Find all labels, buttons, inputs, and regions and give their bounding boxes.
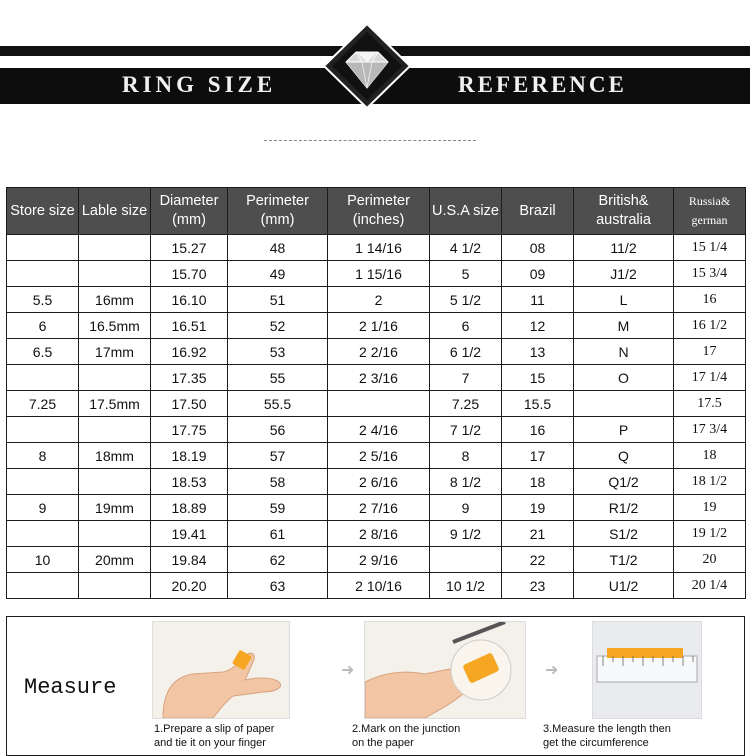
step2-caption-line2: on the paper <box>352 737 414 749</box>
table-row <box>7 417 746 443</box>
table-cell: 17.50 <box>151 391 228 417</box>
table-row <box>7 339 746 365</box>
table-cell: 17 <box>502 443 574 469</box>
table-row <box>7 365 746 391</box>
table-cell: 09 <box>502 261 574 287</box>
table-cell: 20mm <box>79 547 151 573</box>
table-cell <box>430 547 502 573</box>
title-ring-size: RING SIZE <box>122 72 277 97</box>
table-cell: 7 1/2 <box>430 417 502 443</box>
step3-image <box>592 621 702 719</box>
table-cell <box>79 417 151 443</box>
table-cell: 8 <box>7 443 79 469</box>
table-cell: Q <box>574 443 674 469</box>
table-cell: 18.53 <box>151 469 228 495</box>
table-cell <box>7 417 79 443</box>
table-cell: 2 3/16 <box>328 365 430 391</box>
column-header: Diameter (mm) <box>151 188 228 235</box>
table-header-row <box>7 188 746 235</box>
table-cell: 19 <box>674 495 746 521</box>
table-cell: 17.75 <box>151 417 228 443</box>
table-cell: 56 <box>228 417 328 443</box>
table-cell: 10 <box>7 547 79 573</box>
table-cell: 19mm <box>79 495 151 521</box>
table-cell <box>79 261 151 287</box>
table-cell <box>79 235 151 261</box>
table-cell: 9 <box>7 495 79 521</box>
table-cell: 08 <box>502 235 574 261</box>
table-cell <box>7 469 79 495</box>
column-header: Perimeter (mm) <box>228 188 328 235</box>
table-cell: 51 <box>228 287 328 313</box>
table-cell: 15 <box>502 365 574 391</box>
table-cell: 6 1/2 <box>430 339 502 365</box>
table-cell: 52 <box>228 313 328 339</box>
step2-caption <box>352 722 460 750</box>
table-row <box>7 521 746 547</box>
table-cell: 59 <box>228 495 328 521</box>
table-row <box>7 391 746 417</box>
table-cell: 18 <box>502 469 574 495</box>
table-row <box>7 443 746 469</box>
table-cell: 21 <box>502 521 574 547</box>
table-cell: 18.89 <box>151 495 228 521</box>
table-cell: 4 1/2 <box>430 235 502 261</box>
step1-caption-line2: and tie it on your finger <box>154 737 266 749</box>
column-header: Store size <box>7 188 79 235</box>
table-cell: 63 <box>228 573 328 599</box>
table-cell: 17mm <box>79 339 151 365</box>
table-cell: 15.70 <box>151 261 228 287</box>
table-cell: 16.10 <box>151 287 228 313</box>
column-header: Lable size <box>79 188 151 235</box>
table-cell: 15.5 <box>502 391 574 417</box>
table-cell <box>574 391 674 417</box>
table-cell: R1/2 <box>574 495 674 521</box>
table-cell <box>7 261 79 287</box>
table-cell: 2 10/16 <box>328 573 430 599</box>
arrow-right-icon: ➜ <box>545 662 559 679</box>
table-cell: 6.5 <box>7 339 79 365</box>
table-cell: 11 <box>502 287 574 313</box>
table-cell: 8 <box>430 443 502 469</box>
table-row <box>7 235 746 261</box>
table-cell: 2 2/16 <box>328 339 430 365</box>
table-cell <box>79 573 151 599</box>
table-cell <box>7 235 79 261</box>
table-cell: 17 1/4 <box>674 365 746 391</box>
table-cell: 19 1/2 <box>674 521 746 547</box>
table-cell: 18 <box>674 443 746 469</box>
table-cell <box>7 573 79 599</box>
table-cell: 8 1/2 <box>430 469 502 495</box>
table-body <box>7 235 746 599</box>
table-cell: 53 <box>228 339 328 365</box>
table-cell: 15 1/4 <box>674 235 746 261</box>
table-cell: 7 <box>430 365 502 391</box>
table-cell: 7.25 <box>7 391 79 417</box>
column-header: U.S.A size <box>430 188 502 235</box>
table-cell: 18.19 <box>151 443 228 469</box>
table-cell: Q1/2 <box>574 469 674 495</box>
table-cell: 48 <box>228 235 328 261</box>
table-row <box>7 469 746 495</box>
table-row <box>7 313 746 339</box>
table-cell: 57 <box>228 443 328 469</box>
table-cell: 16 1/2 <box>674 313 746 339</box>
table-cell: 22 <box>502 547 574 573</box>
table-cell: 16.92 <box>151 339 228 365</box>
table-cell: M <box>574 313 674 339</box>
table-cell: 23 <box>502 573 574 599</box>
table-cell <box>79 469 151 495</box>
table-cell: N <box>574 339 674 365</box>
table-cell: 6 <box>7 313 79 339</box>
table-cell: 18mm <box>79 443 151 469</box>
arrow-right-icon: ➜ <box>341 662 355 679</box>
step3-caption-line1: 3.Measure the length then <box>543 723 671 735</box>
step3-caption <box>543 722 671 750</box>
table-cell: 5.5 <box>7 287 79 313</box>
table-cell: 1 14/16 <box>328 235 430 261</box>
divider-dashed <box>264 140 476 141</box>
table-row <box>7 261 746 287</box>
table-cell: U1/2 <box>574 573 674 599</box>
column-header: Perimeter (inches) <box>328 188 430 235</box>
table-cell: 55.5 <box>228 391 328 417</box>
step2-caption-line1: 2.Mark on the junction <box>352 723 461 735</box>
step1-caption <box>154 722 274 750</box>
table-cell: 19 <box>502 495 574 521</box>
title-reference: REFERENCE <box>458 72 627 97</box>
table-cell: 9 <box>430 495 502 521</box>
column-header: British& australia <box>574 188 674 235</box>
table-cell: 5 1/2 <box>430 287 502 313</box>
step2-image <box>364 621 526 719</box>
table-cell <box>7 365 79 391</box>
table-cell: 17.5 <box>674 391 746 417</box>
table-cell: 49 <box>228 261 328 287</box>
table-cell: 19.84 <box>151 547 228 573</box>
table-cell: 2 5/16 <box>328 443 430 469</box>
table-cell: 11/2 <box>574 235 674 261</box>
table-cell: 17 <box>674 339 746 365</box>
table-cell: 17 3/4 <box>674 417 746 443</box>
table-cell: O <box>574 365 674 391</box>
table-cell: 58 <box>228 469 328 495</box>
table-cell: P <box>574 417 674 443</box>
table-row <box>7 547 746 573</box>
step1-caption-line1: 1.Prepare a slip of paper <box>154 723 275 735</box>
diamond-icon <box>322 22 412 110</box>
table-cell: 20.20 <box>151 573 228 599</box>
column-header: Brazil <box>502 188 574 235</box>
header-banner <box>0 0 750 160</box>
table-row <box>7 495 746 521</box>
table-cell: 15 3/4 <box>674 261 746 287</box>
table-cell: 16 <box>502 417 574 443</box>
table-cell: 17.5mm <box>79 391 151 417</box>
table-cell <box>7 521 79 547</box>
ring-size-table <box>6 187 746 599</box>
table-cell: 16.51 <box>151 313 228 339</box>
table-cell: 13 <box>502 339 574 365</box>
table-cell: 20 1/4 <box>674 573 746 599</box>
table-cell: 55 <box>228 365 328 391</box>
table-cell <box>79 365 151 391</box>
table-cell: 16mm <box>79 287 151 313</box>
column-header: Russia& german <box>674 188 746 235</box>
table-cell: J1/2 <box>574 261 674 287</box>
table-cell: 18 1/2 <box>674 469 746 495</box>
measure-label: Measure <box>24 675 117 700</box>
table-cell: S1/2 <box>574 521 674 547</box>
table-cell: 12 <box>502 313 574 339</box>
table-cell: T1/2 <box>574 547 674 573</box>
table-cell <box>328 391 430 417</box>
table-cell: 16.5mm <box>79 313 151 339</box>
step1-image <box>152 621 290 719</box>
table-cell: 20 <box>674 547 746 573</box>
table-cell: 19.41 <box>151 521 228 547</box>
table-cell: 9 1/2 <box>430 521 502 547</box>
table-cell <box>79 521 151 547</box>
table-row <box>7 287 746 313</box>
table-cell: 10 1/2 <box>430 573 502 599</box>
table-cell: L <box>574 287 674 313</box>
table-cell: 2 6/16 <box>328 469 430 495</box>
table-cell: 2 <box>328 287 430 313</box>
table-cell: 15.27 <box>151 235 228 261</box>
table-cell: 2 7/16 <box>328 495 430 521</box>
table-cell: 7.25 <box>430 391 502 417</box>
table-cell: 6 <box>430 313 502 339</box>
table-cell: 61 <box>228 521 328 547</box>
table-cell: 5 <box>430 261 502 287</box>
table-cell: 2 9/16 <box>328 547 430 573</box>
table-cell: 2 8/16 <box>328 521 430 547</box>
table-row <box>7 573 746 599</box>
table-cell: 17.35 <box>151 365 228 391</box>
table-cell: 62 <box>228 547 328 573</box>
table-cell: 16 <box>674 287 746 313</box>
table-cell: 1 15/16 <box>328 261 430 287</box>
table-cell: 2 4/16 <box>328 417 430 443</box>
table-cell: 2 1/16 <box>328 313 430 339</box>
step3-caption-line2: get the circumference <box>543 737 649 749</box>
